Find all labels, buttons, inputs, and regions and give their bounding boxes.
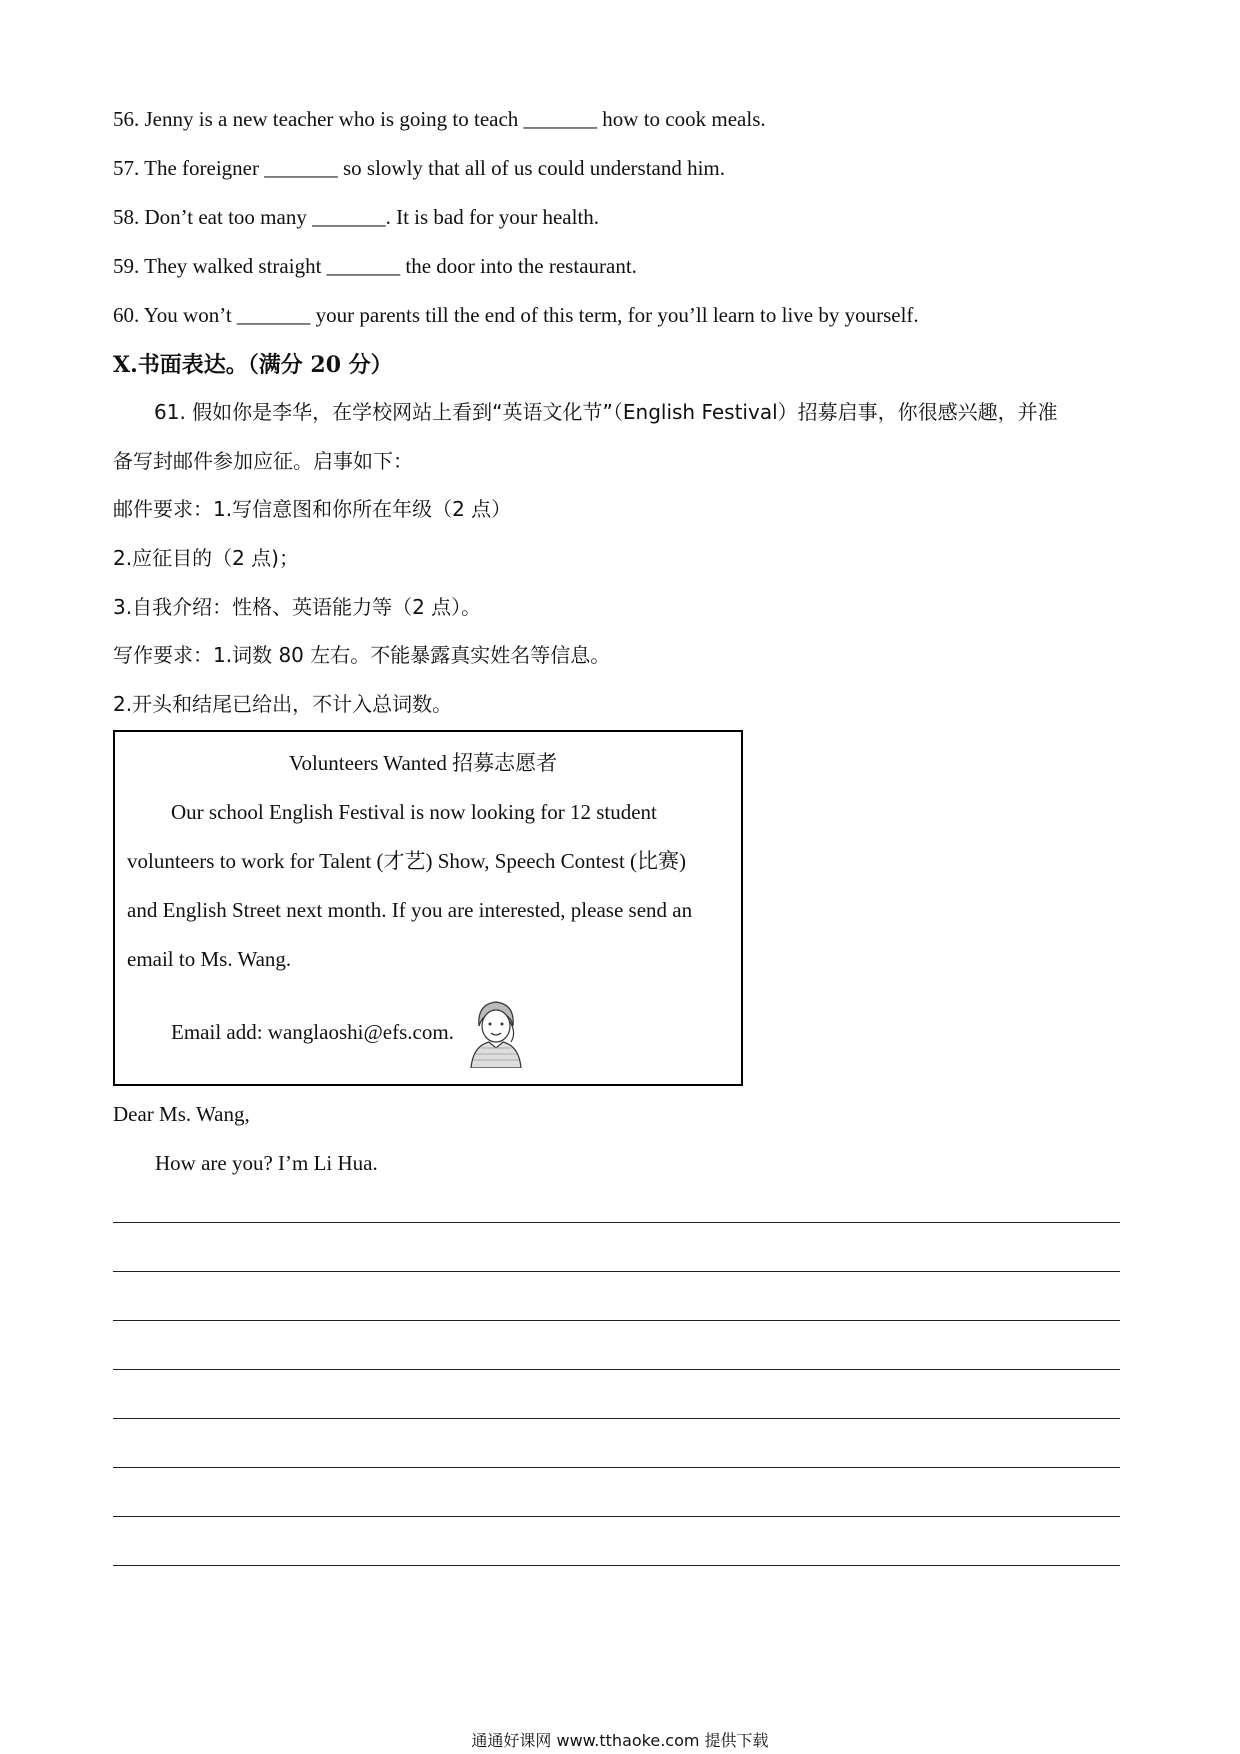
prompt-intro-line-2: 备写封邮件参加应征。启事如下： bbox=[113, 449, 413, 473]
prompt-requirement-3: 3.自我介绍：性格、英语能力等（2 点）。 bbox=[113, 595, 482, 619]
answer-line[interactable] bbox=[113, 1565, 1120, 1566]
prompt-requirement-5: 2.开头和结尾已给出，不计入总词数。 bbox=[113, 692, 453, 716]
prompt-requirement-2: 2.应征目的（2 点)； bbox=[113, 546, 299, 570]
answer-line[interactable] bbox=[113, 1467, 1120, 1468]
notice-line-3: and English Street next month. If you are interested, please send an bbox=[127, 898, 693, 922]
volunteer-notice-box bbox=[113, 730, 743, 1086]
notice-line-4: email to Ms. Wang. bbox=[127, 947, 292, 971]
notice-line-1: Our school English Festival is now looking for 12 student bbox=[171, 800, 657, 824]
notice-email: Email add: wanglaoshi@efs.com. bbox=[171, 1020, 454, 1044]
answer-line[interactable] bbox=[113, 1222, 1120, 1223]
question-56: 56. Jenny is a new teacher who is going to teach _______ how to cook meals. bbox=[113, 107, 766, 131]
answer-line[interactable] bbox=[113, 1271, 1120, 1272]
notice-line-2: volunteers to work for Talent (才艺) Show, Speech Contest (比赛) bbox=[127, 849, 687, 873]
question-57: 57. The foreigner _______ so slowly that all of us could understand him. bbox=[113, 156, 726, 180]
answer-line[interactable] bbox=[113, 1369, 1120, 1370]
letter-salutation: Dear Ms. Wang, bbox=[113, 1102, 250, 1126]
answer-line[interactable] bbox=[113, 1320, 1120, 1321]
notice-title: Volunteers Wanted 招募志愿者 bbox=[289, 751, 558, 775]
question-58: 58. Don’t eat too many _______. It is bad for your health. bbox=[113, 205, 600, 229]
question-59: 59. They walked straight _______ the door into the restaurant. bbox=[113, 254, 637, 278]
section-title: X.书面表达。（满分 20 分） bbox=[113, 352, 393, 378]
question-60: 60. You won’t _______ your parents till the end of this term, for you’ll learn to live by yourself. bbox=[113, 303, 919, 327]
answer-line[interactable] bbox=[113, 1516, 1120, 1517]
prompt-intro-line-1: 61. 假如你是李华，在学校网站上看到“英语文化节”（English Festival）招募启事，你很感兴趣，并准 bbox=[154, 400, 1058, 424]
answer-line[interactable] bbox=[113, 1418, 1120, 1419]
page-footer: 通通好课网 www.tthaoke.com 提供下载 bbox=[471, 1731, 769, 1750]
prompt-requirement-4: 写作要求：1.词数 80 左右。不能暴露真实姓名等信息。 bbox=[113, 643, 611, 667]
letter-opening: How are you? I’m Li Hua. bbox=[155, 1151, 378, 1175]
teacher-avatar-icon bbox=[467, 996, 525, 1068]
prompt-requirement-1: 邮件要求：1.写信意图和你所在年级（2 点） bbox=[113, 497, 512, 521]
